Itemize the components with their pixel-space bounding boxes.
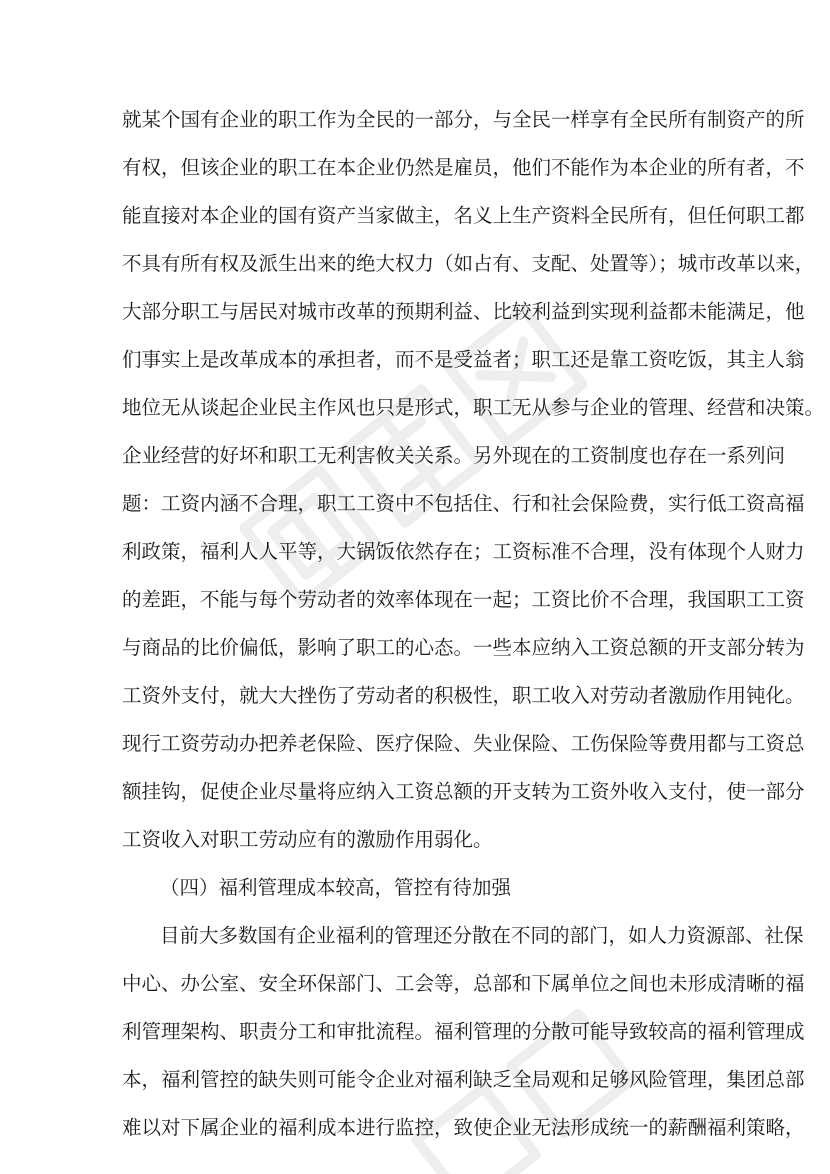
body-text-line-14: 现行工资劳动办把养老保险、医疗保险、失业保险、工伤保险等费用都与工资总 (122, 732, 805, 755)
body-text-line-18: 目前大多数国有企业福利的管理还分散在不同的部门，如人力资源部、社保 (160, 924, 804, 947)
body-text-line-13: 工资外支付，就大大挫伤了劳动者的积极性，职工收入对劳动者激励作用钝化。 (122, 684, 805, 707)
body-text-line-1: 就某个国有企业的职工作为全民的一部分，与全民一样享有全民所有制资产的所 (122, 108, 805, 131)
body-text-line-5: 大部分职工与居民对城市改革的预期利益、比较利益到实现利益都未能满足，他 (122, 300, 805, 323)
body-text-line-12: 与商品的比价偏低，影响了职工的心态。一些本应纳入工资总额的开支部分转为 (122, 636, 805, 659)
body-text-line-11: 的差距，不能与每个劳动者的效率体现在一起；工资比价不合理，我国职工工资 (122, 588, 805, 611)
body-text-line-7: 地位无从谈起企业民主作风也只是形式，职工无从参与企业的管理、经营和决策。 (122, 396, 825, 419)
body-text-line-16: 工资收入对职工劳动应有的激励作用弱化。 (122, 828, 493, 851)
body-text-line-19: 中心、办公室、安全环保部门、工会等，总部和下属单位之间也未形成清晰的福 (122, 972, 805, 995)
body-text-line-9: 题：工资内涵不合理，职工工资中不包括住、行和社会保险费，实行低工资高福 (122, 492, 805, 515)
body-text-line-20: 利管理架构、职责分工和审批流程。福利管理的分散可能导致较高的福利管理成 (122, 1020, 805, 1043)
body-text-line-15: 额挂钩，促使企业尽量将应纳入工资总额的开支转为工资外收入支付，使一部分 (122, 780, 805, 803)
body-text-line-10: 利政策，福利人人平等，大锅饭依然存在；工资标准不合理，没有体现个人财力 (122, 540, 805, 563)
body-text-line-3: 能直接对本企业的国有资产当家做主，名义上生产资料全民所有，但任何职工都 (122, 204, 805, 227)
body-text-line-21: 本，福利管控的缺失则可能令企业对福利缺乏全局观和足够风险管理，集团总部 (122, 1068, 805, 1091)
body-text-line-4: 不具有所有权及派生出来的绝大权力（如占有、支配、处置等）；城市改革以来， (122, 252, 815, 275)
body-text-line-6: 们事实上是改革成本的承担者，而不是受益者；职工还是靠工资吃饭，其主人翁 (122, 348, 805, 371)
body-text-line-8: 企业经营的好坏和职工无利害攸关关系。另外现在的工资制度也存在一系列问 (122, 444, 786, 467)
body-text-line-2: 有权，但该企业的职工在本企业仍然是雇员，他们不能作为本企业的所有者，不 (122, 156, 805, 179)
section-heading: （四）福利管理成本较高，管控有待加强 (160, 876, 512, 899)
body-text-line-22: 难以对下属企业的福利成本进行监控，致使企业无法形成统一的薪酬福利策略， (122, 1116, 805, 1139)
